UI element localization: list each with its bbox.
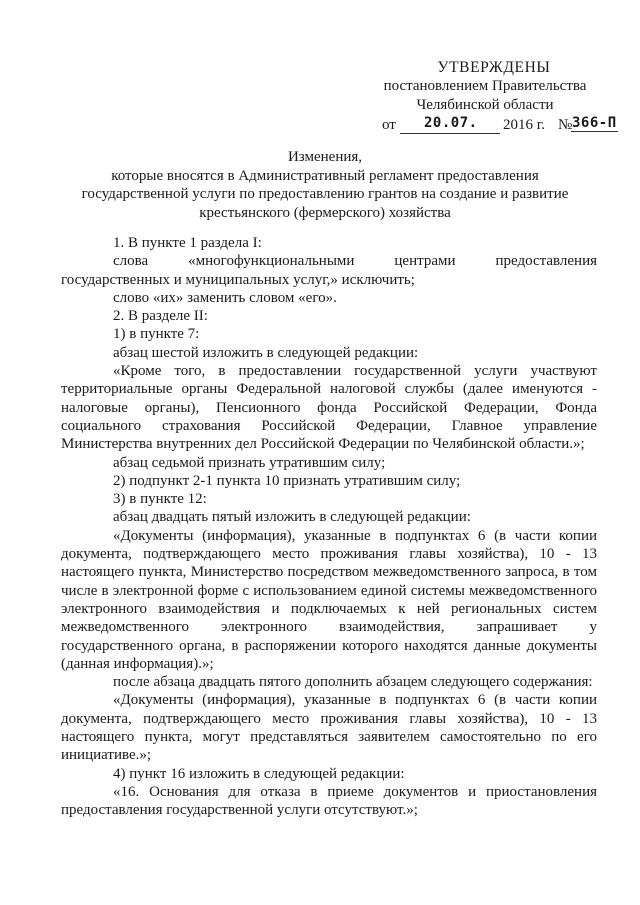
number-value: 366-П: [572, 115, 617, 131]
document-body: [61, 234, 597, 820]
title-line-2: которые вносятся в Административный регламент предоставления: [111, 167, 539, 184]
paragraph: 4) пункт 16 изложить в следующей редакции:: [113, 765, 405, 782]
paragraph: абзац двадцать пятый изложить в следующей редакции:: [113, 509, 471, 526]
title-line-4: крестьянского (фермерского) хозяйства: [199, 204, 451, 221]
number-label: №: [558, 117, 573, 133]
paragraph: 2. В разделе II:: [113, 308, 208, 325]
paragraph: слово «их» заменить словом «его».: [113, 289, 337, 306]
title-line-3: государственной услуги по предоставлению грантов на создание и развитие: [81, 186, 569, 202]
paragraph: «16. Основания для отказа в приеме документов и приостановления предоставления государственной услуги отсутствуют.»;: [61, 783, 597, 819]
paragraph: 1. В пункте 1 раздела I:: [113, 235, 262, 251]
approval-authority: постановлением Правительства: [383, 78, 587, 94]
approval-block: [360, 58, 617, 136]
paragraph: абзац шестой изложить в следующей редакции:: [113, 344, 419, 361]
paragraph: 3) в пункте 12:: [113, 491, 207, 508]
title-line-1: Изменения,: [287, 149, 363, 165]
document-title: [60, 148, 590, 222]
paragraph: «Кроме того, в предоставлении государственной услуги участвуют территориальные органы Федеральной налоговой службы (далее именуются - налоговые органы), Пенсионного фонда Российской Федерации, Фонда социального страхования Российской Федерации, Главное управление Министерства внутренних дел Российской Федерации по Челябинской области.»;: [61, 363, 597, 453]
paragraph: слова «многофункциональными центрами предоставления государственных и муниципальных услуг,» исключить;: [61, 253, 597, 288]
date-field: [400, 116, 500, 134]
paragraph: после абзаца двадцать пятого дополнить абзацем следующего содержания:: [113, 674, 593, 691]
date-prefix: от: [382, 117, 396, 133]
date-value: 20.07.: [424, 115, 478, 131]
paragraph: 2) подпункт 2-1 пункта 10 признать утратившим силу;: [113, 472, 461, 489]
approval-date-line: [360, 115, 617, 136]
paragraph: 1) в пункте 7:: [113, 326, 200, 343]
paragraph: абзац седьмой признать утратившим силу;: [113, 454, 386, 471]
paragraph: «Документы (информация), указанные в подпунктах 6 (в части копии документа, подтверждающего место проживания главы хозяйства), 10 - 13 настоящего пункта, Министерство посредством межведомственного запроса, в том числе в электронной форме с использованием единой системы межведомственного электронного взаимодействия и подключаемых к ней региональных систем межведомственного электронного взаимодействия, запрашивает у государственного органа, в распоряжении которого находятся данные документы (данная информация).»;: [61, 527, 597, 672]
approval-region: Челябинской области: [416, 97, 554, 113]
approval-heading: УТВЕРЖДЕНЫ: [437, 59, 551, 76]
paragraph: «Документы (информация), указанные в подпунктах 6 (в части копии документа, подтверждающего место проживания главы хозяйства), 10 - 13 настоящего пункта, могут представляться заявителем самостоятельно по его инициативе.»;: [61, 692, 597, 764]
date-year: 2016 г.: [503, 117, 545, 133]
